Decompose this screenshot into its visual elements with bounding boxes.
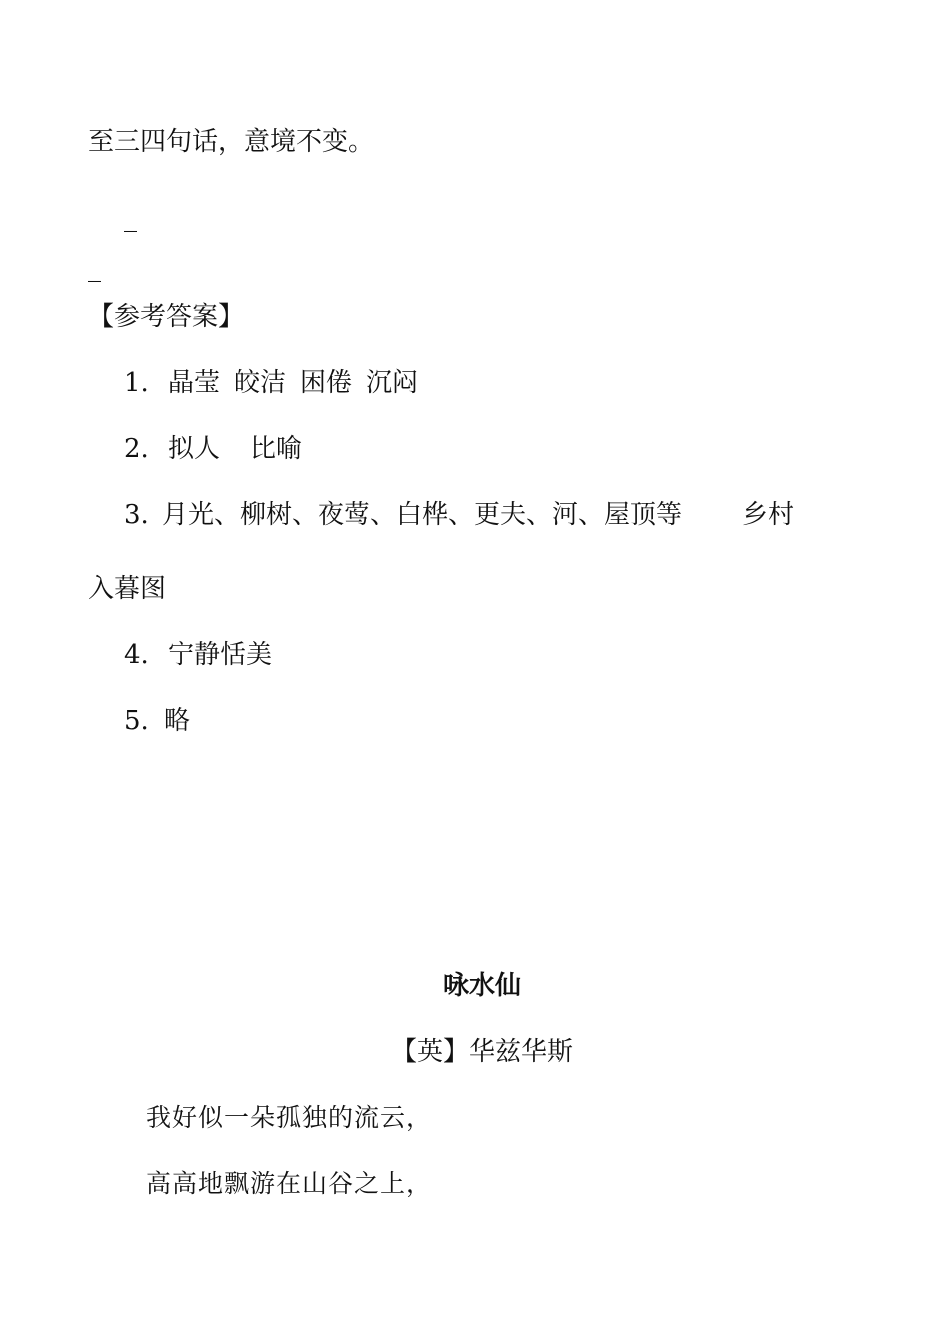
answer-item-5 bbox=[124, 705, 190, 737]
answer-part: 困倦 bbox=[300, 368, 353, 398]
answer-part: 略 bbox=[164, 706, 191, 736]
answer-part: 月光、柳树、夜莺、白桦、更夫、河、屋顶等 bbox=[162, 500, 683, 530]
answer-number: 1. bbox=[124, 368, 149, 398]
answer-item-1 bbox=[124, 367, 418, 399]
answer-part: 沉闷 bbox=[366, 368, 419, 398]
answer-part: 皎洁 bbox=[234, 368, 287, 398]
answer-number: 3. bbox=[124, 500, 149, 530]
poem-line: 高高地飘游在山谷之上， bbox=[146, 1169, 433, 1198]
answer-part: 晶莹 bbox=[168, 368, 221, 398]
answer-number: 5. bbox=[124, 706, 149, 736]
answer-number: 4. bbox=[124, 640, 149, 670]
answer-part: 比喻 bbox=[250, 434, 303, 464]
answer-item-3-continuation: 入暮图 bbox=[88, 574, 167, 604]
answer-item-2 bbox=[124, 433, 302, 465]
answer-part: 乡村 bbox=[742, 500, 795, 530]
answer-heading: 【参考答案】 bbox=[88, 302, 245, 332]
poem-title: 咏水仙 bbox=[442, 971, 521, 1001]
poem-line: 我好似一朵孤独的流云， bbox=[146, 1103, 433, 1132]
answer-part: 拟人 bbox=[168, 434, 221, 464]
answer-part: 宁静恬美 bbox=[168, 640, 273, 670]
answer-number: 2. bbox=[124, 434, 149, 464]
answer-item-4 bbox=[124, 639, 272, 671]
blank-mark: _ bbox=[88, 253, 101, 283]
blank-mark: _ bbox=[124, 203, 137, 233]
poem-author: 【英】华兹华斯 bbox=[390, 1037, 573, 1067]
intro-line: 至三四句话，意境不变。 bbox=[88, 127, 375, 157]
answer-item-3 bbox=[124, 499, 794, 531]
